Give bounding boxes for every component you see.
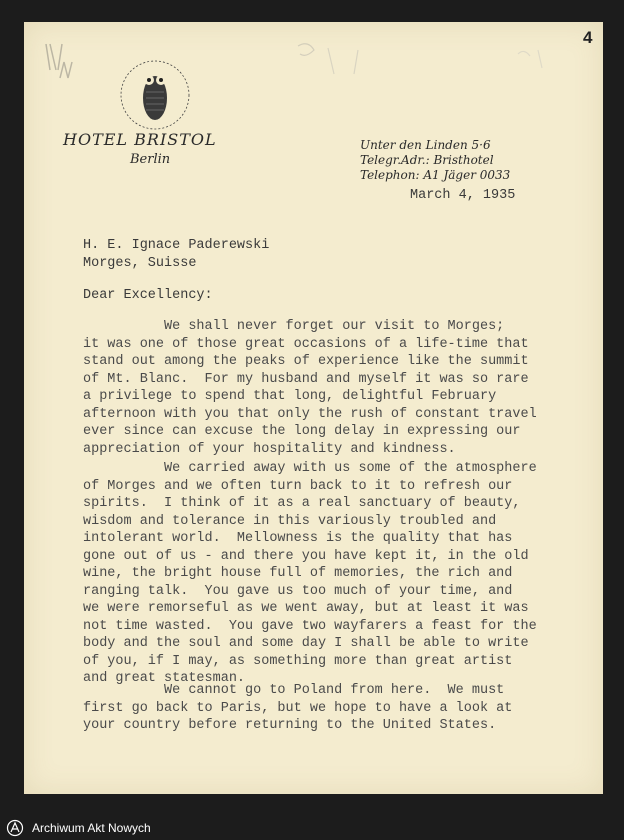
archive-footer [0,816,624,840]
address-line-2: Telegr.Adr.: Bristhotel [360,153,494,167]
letter-date: March 4, 1935 [410,188,516,203]
recipient-location: Morges, Suisse [83,256,197,271]
salutation: Dear Excellency: [83,288,213,303]
address-line-1: Unter den Linden 5·6 [360,138,491,152]
pencil-annotations [38,40,558,80]
hotel-name: HOTEL BRISTOL [63,130,217,149]
recipient-name: H. E. Ignace Paderewski [83,238,270,253]
address-line-3: Telephon: A1 Jäger 0033 [360,168,511,182]
archive-name: Archiwum Akt Nowych [32,821,151,835]
paragraph-1: We shall never forget our visit to Morges; it was one of those great occasions of a life-time that stand out among the peaks of experience like the summit of Mt. Blanc. For my husband and myself it was so rare a privilege to spend that long, delightful February afternoon with you that only the rush of constant travel ever since can excuse the long delay in expressing our appreciation of your hospitality and kindness. [83,319,537,457]
paragraph-3: We cannot go to Poland from here. We must first go back to Paris, but we hope to have a look at your country before returning to the United States. [83,683,513,733]
hotel-city: Berlin [130,152,171,167]
owl-logo-icon [118,58,192,132]
archive-logo-icon [6,819,24,837]
page-number: 4 [583,28,593,47]
paragraph-2: We carried away with us some of the atmosphere of Morges and we often turn back to it to refresh our spirits. I think of it as a real sanctuary of beauty, wisdom and tolerance in this variously troubled and intolerant world. Mellowness is the quality that has gone out of us - and there you have kept it, in the old wine, the bright house full of memories, the rich and ranging talk. You gave us too much of your time, and we were remorseful as we went away, but at least it was not time wasted. You gave two wayfarers a feast for the body and the soul and some day I shall be able to write of you, if I may, as something more than great artist and great statesman. [83,461,537,686]
